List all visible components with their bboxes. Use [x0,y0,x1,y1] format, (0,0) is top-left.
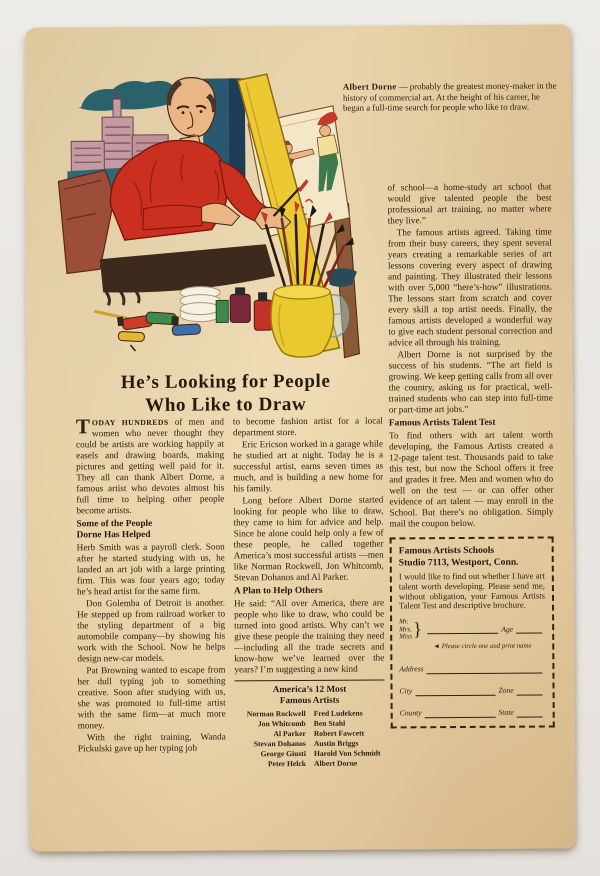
right-column [387,181,554,728]
paragraph: Long before Albert Dorne started looking for people who like to draw, they came to him for advice and help. Since he alone could help only a few of these people, he called together America’s most successful artists —men like Norman Rockwell, Jon Whitcomb, Stevan Dohanos and Al Parker. [233,494,384,583]
artists-box-title: America’s 12 Most Famous Artists [272,683,347,705]
circle-one-note: ◄ Please circle one and print name [433,642,532,651]
mail-in-coupon [390,536,555,728]
name-field-row [399,618,545,641]
artist-name: Stevan Dohanos [253,738,306,749]
artist-name: Fred Ludekens [313,708,363,718]
artist-name: Austin Briggs [313,738,359,748]
county-label: County [399,708,422,718]
paragraph: To find others with art talent worth developing, the Famous Artists created a 12-page talent test. Thousands paid to take this test, but now the School offers it free and grades it free. Men and women who do well on the test — or can offer other evidence of art talent — may enroll in the School. But there’s no obligation. Simply mail the coupon below. [388,429,554,529]
drawing-table [58,170,115,273]
paragraph: of school—a home-study art school that would give talented people the best professional art training, no matter where they live.” [387,181,552,226]
artist-name: George Giusti [260,748,306,759]
artist-name: Peter Helck [267,758,307,769]
section-heading: A Plan to Help Others [233,585,323,597]
age-blank-line [516,624,542,634]
headline-line2: Who Like to Draw [145,393,307,416]
comic-back-cover-page [24,24,575,851]
zone-label: Zone [498,686,514,696]
artist-name: Harold Von Schmidt [313,748,381,758]
artists-list-left [235,709,310,769]
paragraph: to become fashion artist for a local department store. [232,415,383,438]
city-field-row [400,685,546,697]
address-field-row [399,663,545,675]
zone-blank-line [517,686,543,696]
drop-cap: T [75,414,91,439]
address-blank-line [427,664,543,675]
left-column [76,416,226,755]
paragraph: With the right training, Wanda Pickulski gave up her typing job [77,731,226,754]
artist-name: Albert Dorne [313,758,358,768]
paragraph: Eric Ericson worked in a garage while he studied art at night. Today he is a successful artist, earns seven times as much, and is building a new home for his family. [233,438,384,494]
address-label: Address [399,664,424,674]
caption-name: Albert Dorne [342,81,397,92]
paragraph: Albert Dorne is not surprised by the success of his students. “The art field is growing. We keep getting calls from all over the country, asking us for practical, well-trained students who can step into full-time or part-time art jobs.” [388,348,553,415]
county-field-row [400,707,546,719]
middle-column [233,415,385,769]
illustration-artist-at-easel [33,47,391,369]
section-heading: Some of the People Dorne Has Helped [76,518,153,541]
section-heading: Famous Artists Talent Test [388,417,496,429]
coupon-body: I would like to find out whether I have art talent worth developing. Please send me, without obligation, your Famous Artists Talent Test and descriptive brochure. [398,570,545,611]
artist-name: Al Parker [273,728,306,739]
paragraph: TODAY HUNDREDS of men and women who never thought they could be artists are working happily at easels and drawing boards, making pictures and getting well paid for it. They all can thank Albert Dorne, a famous artist who devotes almost his full time to helping other people become artists. [75,414,225,516]
artist-name: Jon Whitcomb [257,718,306,729]
coupon-title: Famous Artists Schools Studio 7113, Westport, Conn. [398,544,519,568]
salutation-options: Mr. Mrs. Miss [399,618,413,641]
artists-list-right [310,708,385,768]
artist-name: Norman Rockwell [246,708,306,719]
paragraph: Herb Smith was a payroll clerk. Soon after he started studying with us, he landed an art job with a large printing firm. This was four years ago; today he’s head artist for the same firm. [76,541,225,597]
paragraph: Pat Browning wanted to escape from her dull typing job to something creative. Soon after studying with us, she was promoted to full-time artist with the same firm—at much more money. [77,664,226,731]
artist-name: Robert Fawcett [313,728,365,738]
paragraph: Don Golemba of Detroit is another. He stepped up from railroad worker to the styling department of a big automobile company—by showing his work with the School. Now he helps design new-car models. [77,597,226,664]
brace-glyph: } [412,619,423,641]
headline [63,369,389,417]
caption-text: — probably the greatest money-maker in the history of commercial art. At the height of his career, he began a full-time search for people who like to draw. [342,80,557,113]
headline-line1: He’s Looking for People [120,370,331,394]
city-label: City [399,686,413,696]
famous-artists-box [234,679,385,769]
paragraph: He said: “All over America, there are people who like to draw, who could be turned into good artists. Why can’t we give these people the training they need—including all the trade secrets and know-how we’ve learned over the years? I’m suggesting a new kind [233,597,385,675]
caption [343,80,557,113]
county-blank-line [425,708,496,718]
age-label: Age [501,624,514,634]
city-blank-line [415,686,495,696]
artist-name: Ben Stahl [313,718,346,728]
paragraph: The famous artists agreed. Taking time from their busy careers, they spent several years creating a remarkable series of art lessons covering every aspect of drawing and painting. They illustrated their lessons with over 5,000 “here’s-how” illustrations. The lessons start from scratch and cover every skill a top artist needs. Finally, the famous artists developed a wonderful way to give each student personal correction and advice all through his training. [387,226,553,348]
name-blank-line [427,624,498,634]
state-label: State [498,708,514,718]
state-blank-line [517,708,543,718]
